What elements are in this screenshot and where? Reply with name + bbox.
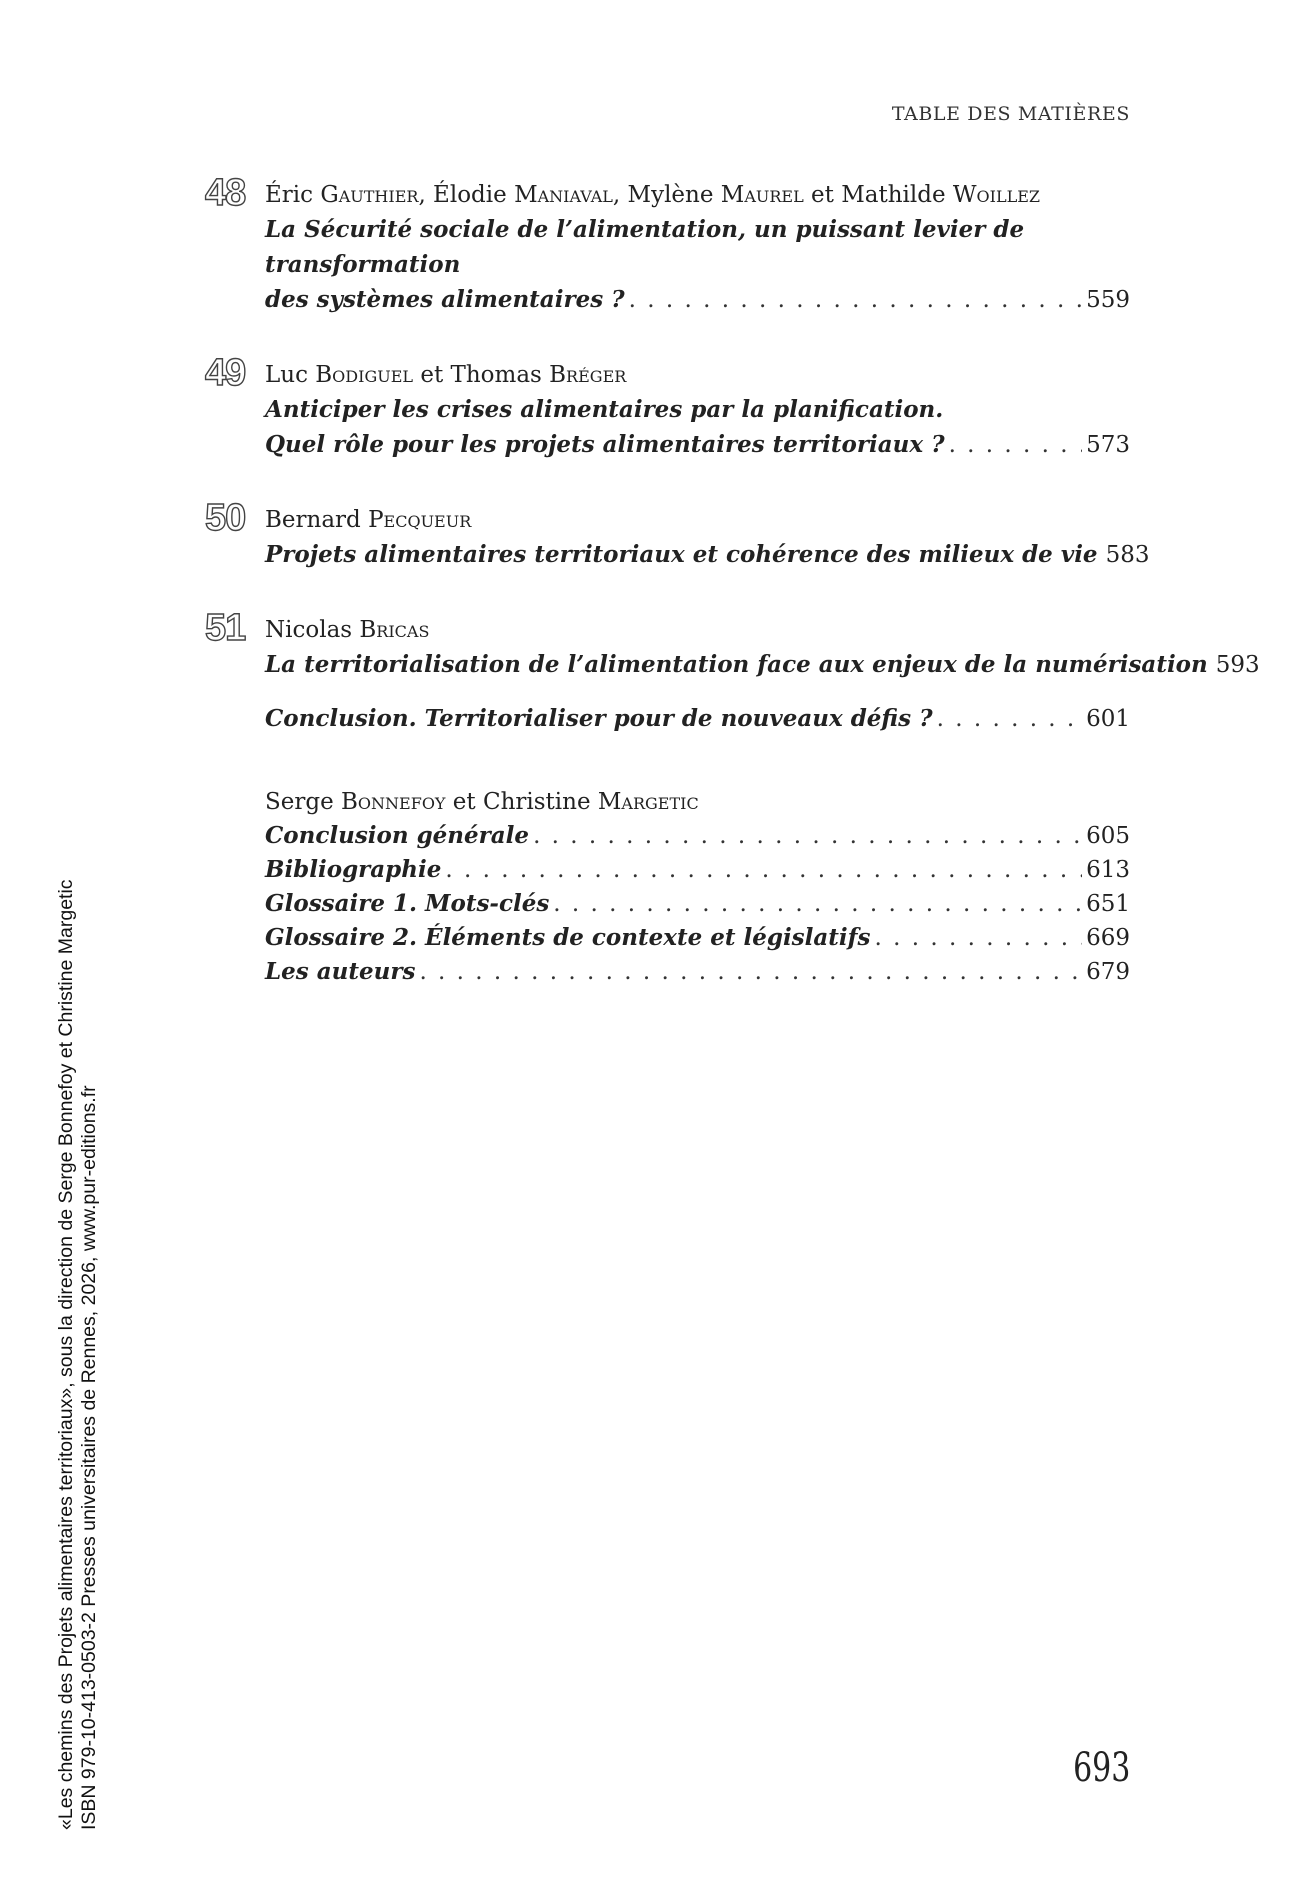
page-ref: 593 [1215, 652, 1260, 678]
side-copyright-note [55, 879, 101, 1830]
chapter-number: 49 [205, 352, 246, 394]
chapter-title[interactable]: La Sécurité sociale de l’alimentation, un puissant levier de transformation des systèmes alimentaires ? . . . 559 [265, 212, 1130, 318]
side-note-line2: ISBN 979-10-413-0503-2 Presses universitaires de Rennes, 2026, www.pur-editions.fr [78, 1085, 100, 1830]
chapter-number: 51 [205, 607, 246, 649]
chapter-title[interactable]: La territorialisation de l’alimentation face aux enjeux de la numérisation 593 [265, 647, 1130, 683]
chapter-50 [205, 497, 1150, 573]
back-matter-item[interactable]: Les auteurs . . . 679 [265, 955, 1130, 989]
chapter-49 [205, 352, 1130, 463]
final-authors: Serge Bonnefoy et Christine Margetic [265, 789, 699, 815]
running-header: TABLE DES MATIÈRES [891, 103, 1130, 125]
chapter-title[interactable]: Anticiper les crises alimentaires par la planification. Quel rôle pour les projets alimentaires territoriaux ? . . . 573 [265, 392, 1130, 463]
chapter-authors: Éric Gauthier, Élodie Maniaval, Mylène Maurel et Mathilde Woillez [265, 182, 1041, 208]
back-matter-list [265, 819, 1130, 989]
chapter-authors: Bernard Pecqueur [265, 507, 472, 533]
chapter-number: 48 [205, 172, 246, 214]
conclusion-entry[interactable]: Conclusion. Territorialiser pour de nouveaux défis ? . . . 601 [265, 701, 1130, 737]
page-number: 693 [1072, 1745, 1130, 1791]
page-ref: 583 [1105, 542, 1150, 568]
chapter-51 [205, 607, 1260, 683]
chapter-authors: Luc Bodiguel et Thomas Bréger [265, 362, 627, 388]
page-ref: 601 [1086, 706, 1130, 732]
chapter-authors: Nicolas Bricas [265, 617, 430, 643]
side-note-line1: «Les chemins des Projets alimentaires territoriaux», sous la direction de Serge Bonnefoy et Christine Margetic [55, 879, 77, 1830]
chapter-48 [205, 172, 1130, 318]
back-matter-item[interactable]: Bibliographie . . . 613 [265, 853, 1130, 887]
chapter-title[interactable]: Projets alimentaires territoriaux et cohérence des milieux de vie 583 [265, 537, 1130, 573]
page-ref: 559 [1086, 287, 1130, 313]
back-matter-item[interactable]: Conclusion générale . . . 605 [265, 819, 1130, 853]
page-ref: 573 [1086, 432, 1130, 458]
back-matter-item[interactable]: Glossaire 1. Mots-clés . . . 651 [265, 887, 1130, 921]
chapter-number: 50 [205, 497, 246, 539]
table-of-contents [205, 172, 1260, 989]
back-matter-item[interactable]: Glossaire 2. Éléments de contexte et législatifs . . . 669 [265, 921, 1130, 955]
